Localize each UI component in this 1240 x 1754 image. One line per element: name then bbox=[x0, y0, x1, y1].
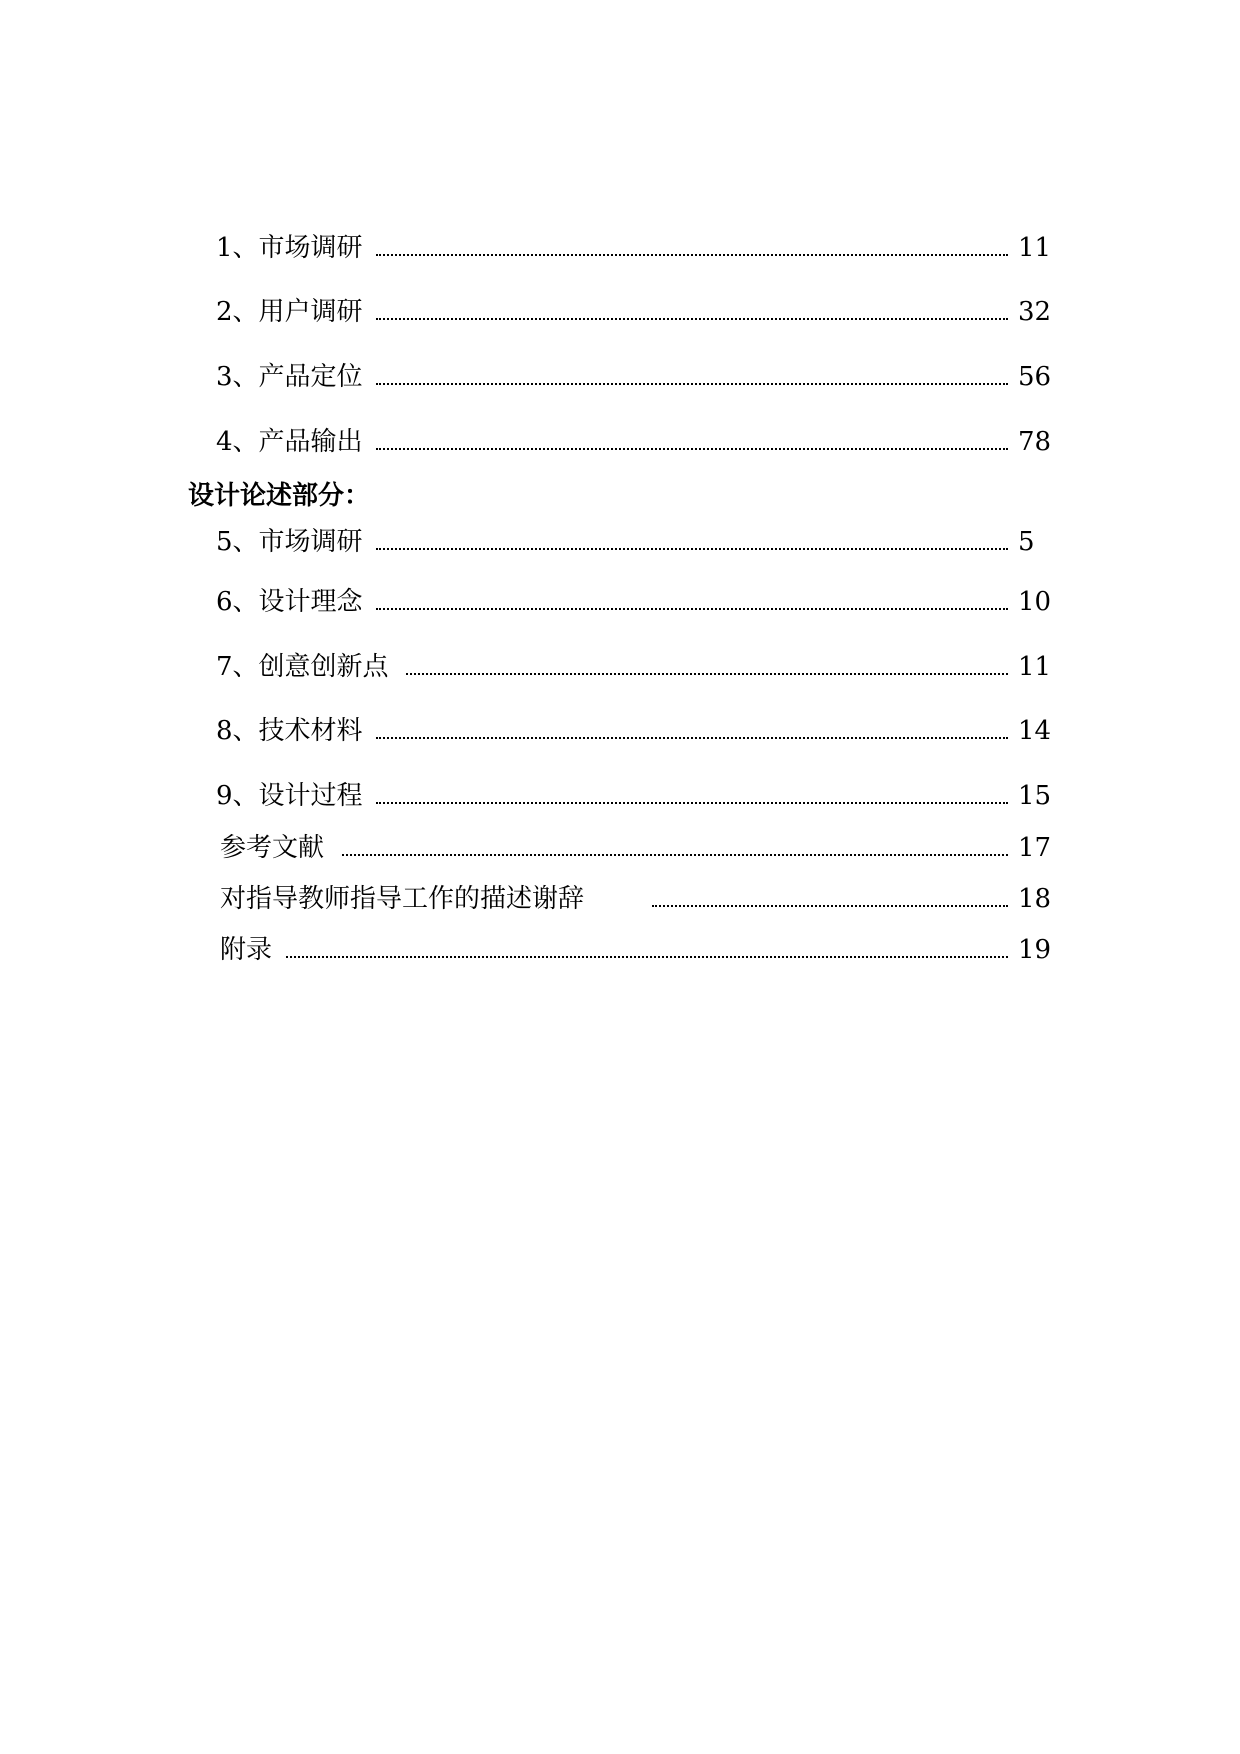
toc-entry[interactable] bbox=[0, 420, 1240, 464]
toc-entry-page: 15 bbox=[1018, 781, 1052, 811]
toc-leader-dots bbox=[342, 854, 1008, 856]
toc-leader-dots bbox=[376, 448, 1008, 450]
toc-entry[interactable] bbox=[0, 877, 1240, 921]
section-heading: 设计论述部分： bbox=[188, 481, 371, 511]
toc-entry-label: 8、技术材料 bbox=[216, 709, 365, 753]
toc-entry-page: 18 bbox=[1018, 884, 1052, 914]
toc-leader-dots bbox=[406, 673, 1008, 675]
toc-entry[interactable] bbox=[0, 709, 1240, 753]
toc-entry-page: 19 bbox=[1018, 935, 1052, 965]
toc-leader-dots bbox=[376, 737, 1008, 739]
toc-leader-dots bbox=[376, 802, 1008, 804]
toc-entry-page: 5 bbox=[1018, 527, 1035, 557]
toc-entry-label: 3、产品定位 bbox=[216, 355, 365, 399]
toc-leader-dots bbox=[652, 905, 1008, 907]
toc-entry-label: 9、设计过程 bbox=[216, 774, 365, 818]
toc-entry-label: 6、设计理念 bbox=[216, 580, 365, 624]
toc-leader-dots bbox=[376, 318, 1008, 320]
toc-entry[interactable] bbox=[0, 355, 1240, 399]
toc-entry[interactable] bbox=[0, 290, 1240, 334]
toc-entry[interactable] bbox=[0, 520, 1240, 564]
toc-entry-page: 32 bbox=[1018, 297, 1052, 327]
toc-entry-label: 对指导教师指导工作的描述谢辞 bbox=[220, 877, 586, 921]
toc-entry[interactable] bbox=[0, 226, 1240, 270]
toc-entry-label: 附录 bbox=[220, 928, 274, 972]
toc-entry-page: 11 bbox=[1018, 652, 1052, 682]
toc-entry[interactable] bbox=[0, 928, 1240, 972]
toc-entry-label: 1、市场调研 bbox=[216, 226, 365, 270]
toc-entry-label: 5、市场调研 bbox=[216, 520, 365, 564]
toc-entry-label: 7、创意创新点 bbox=[216, 645, 391, 689]
toc-leader-dots bbox=[286, 956, 1008, 958]
toc-entry[interactable] bbox=[0, 645, 1240, 689]
toc-leader-dots bbox=[376, 548, 1008, 550]
toc-entry-page: 14 bbox=[1018, 716, 1052, 746]
toc-leader-dots bbox=[376, 608, 1008, 610]
toc-leader-dots bbox=[376, 254, 1008, 256]
toc-entry-page: 56 bbox=[1018, 362, 1052, 392]
toc-entry[interactable] bbox=[0, 774, 1240, 818]
toc-entry-label: 4、产品输出 bbox=[216, 420, 365, 464]
toc-entry-page: 10 bbox=[1018, 587, 1052, 617]
toc-entry-label: 参考文献 bbox=[220, 826, 326, 870]
toc-entry-page: 11 bbox=[1018, 233, 1052, 263]
toc-entry-label: 2、用户调研 bbox=[216, 290, 365, 334]
toc-leader-dots bbox=[376, 383, 1008, 385]
toc-entry[interactable] bbox=[0, 826, 1240, 870]
toc-entry-page: 78 bbox=[1018, 427, 1052, 457]
toc-entry[interactable] bbox=[0, 580, 1240, 624]
toc-entry-page: 17 bbox=[1018, 833, 1052, 863]
